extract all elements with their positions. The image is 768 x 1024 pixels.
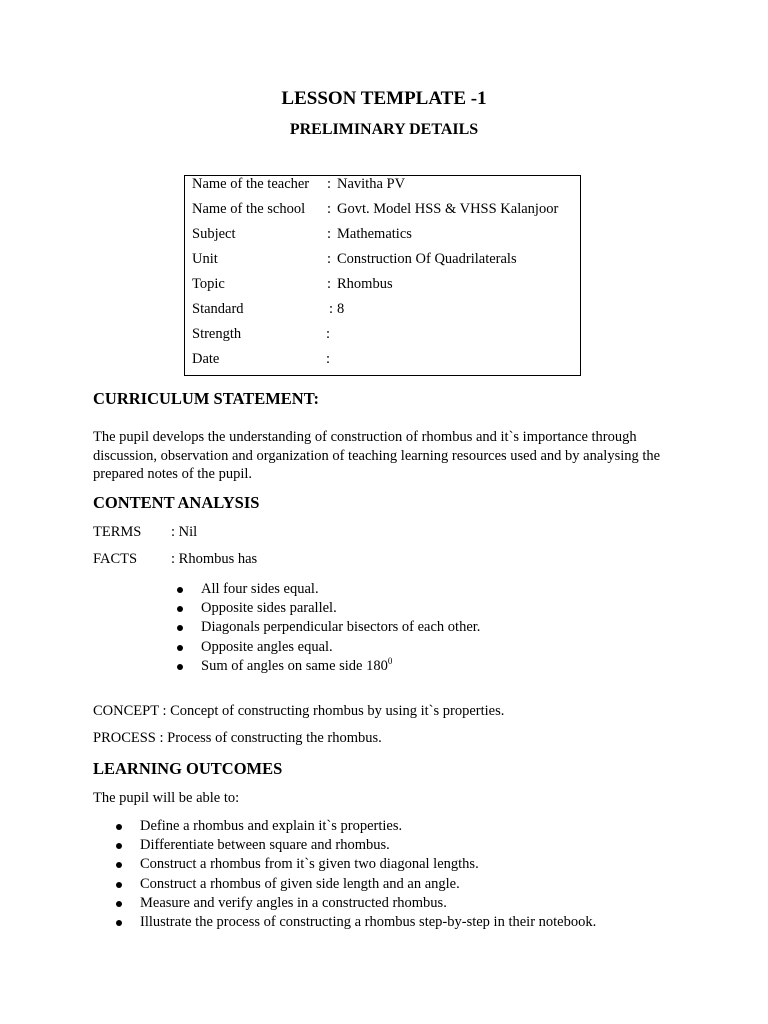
detail-separator: :	[327, 226, 332, 242]
detail-label: Strength	[192, 326, 242, 342]
detail-separator: :	[327, 201, 332, 217]
degree-superscript: 0	[387, 655, 393, 666]
bullet-icon	[116, 824, 122, 830]
facts-label: FACTS	[93, 551, 138, 567]
detail-separator: :	[327, 276, 332, 292]
terms-line	[93, 524, 197, 541]
bullet-icon	[116, 862, 122, 868]
list-item: Construct a rhombus of given side length and an angle.	[116, 875, 596, 894]
detail-value: Rhombus	[337, 276, 393, 292]
concept-label: CONCEPT	[93, 703, 159, 719]
process-label: PROCESS	[93, 730, 156, 746]
list-item: All four sides equal.	[177, 580, 480, 599]
bullet-icon	[177, 664, 183, 670]
list-item: Opposite sides parallel.	[177, 599, 480, 618]
detail-value: 8	[337, 301, 345, 317]
page-title: LESSON TEMPLATE -1	[281, 88, 487, 109]
list-item: Sum of angles on same side $180^0$	[177, 657, 480, 676]
list-item: Measure and verify angles in a constructed rhombus.	[116, 894, 596, 913]
content-analysis-heading: CONTENT ANALYSIS	[93, 493, 260, 512]
facts-list	[177, 580, 480, 676]
detail-label: Unit	[192, 251, 218, 267]
detail-separator: :	[326, 326, 331, 342]
bullet-icon	[177, 645, 183, 651]
curriculum-text: The pupil develops the understanding of construction of rhombus and it`s importance through discussion, observation and organization of teaching learning resources used and by analysing the prepared notes of the pupil.	[93, 429, 661, 482]
curriculum-heading: CURRICULUM STATEMENT:	[93, 389, 319, 408]
bullet-icon	[177, 587, 183, 593]
facts-line	[93, 551, 257, 568]
detail-label: Subject	[192, 226, 236, 242]
list-item: Differentiate between square and rhombus.	[116, 836, 596, 855]
bullet-icon	[177, 625, 183, 631]
detail-value: Mathematics	[337, 226, 412, 242]
detail-label: Name of the school	[192, 201, 306, 217]
bullet-icon	[177, 606, 183, 612]
list-item: Define a rhombus and explain it`s properties.	[116, 817, 596, 836]
preliminary-details-box	[184, 175, 581, 376]
learning-outcomes-list	[116, 817, 596, 932]
page-subtitle: PRELIMINARY DETAILS	[289, 121, 479, 138]
detail-value: Navitha PV	[337, 176, 406, 192]
detail-separator: :	[327, 251, 332, 267]
bullet-icon	[116, 843, 122, 849]
list-item: Illustrate the process of constructing a rhombus step-by-step in their notebook.	[116, 913, 596, 932]
process-value: : Process of constructing the rhombus.	[155, 730, 382, 746]
detail-label: Topic	[192, 276, 225, 292]
detail-value: Construction Of Quadrilaterals	[337, 251, 517, 267]
detail-separator: :	[327, 176, 332, 192]
concept-value: : Concept of constructing rhombus by using it`s properties.	[162, 703, 505, 719]
learning-outcomes-intro: The pupil will be able to:	[93, 790, 240, 806]
list-item: Construct a rhombus from it`s given two diagonal lengths.	[116, 855, 596, 874]
detail-label: Date	[192, 351, 220, 367]
detail-separator: :	[326, 351, 331, 367]
concept-line	[93, 703, 504, 720]
bullet-icon	[116, 882, 122, 888]
detail-label: Name of the teacher	[192, 176, 310, 192]
terms-label: TERMS	[93, 524, 142, 540]
list-item: Diagonals perpendicular bisectors of each other.	[177, 618, 480, 637]
facts-value: : Rhombus has	[171, 551, 258, 567]
detail-value: Govt. Model HSS & VHSS Kalanjoor	[337, 201, 559, 217]
learning-outcomes-heading: LEARNING OUTCOMES	[93, 759, 283, 778]
detail-label: Standard	[192, 301, 244, 317]
bullet-icon	[116, 901, 122, 907]
process-line	[93, 730, 382, 747]
bullet-icon	[116, 920, 122, 926]
detail-separator: :	[329, 301, 334, 317]
list-item: Opposite angles equal.	[177, 638, 480, 657]
terms-value: : Nil	[171, 524, 198, 540]
